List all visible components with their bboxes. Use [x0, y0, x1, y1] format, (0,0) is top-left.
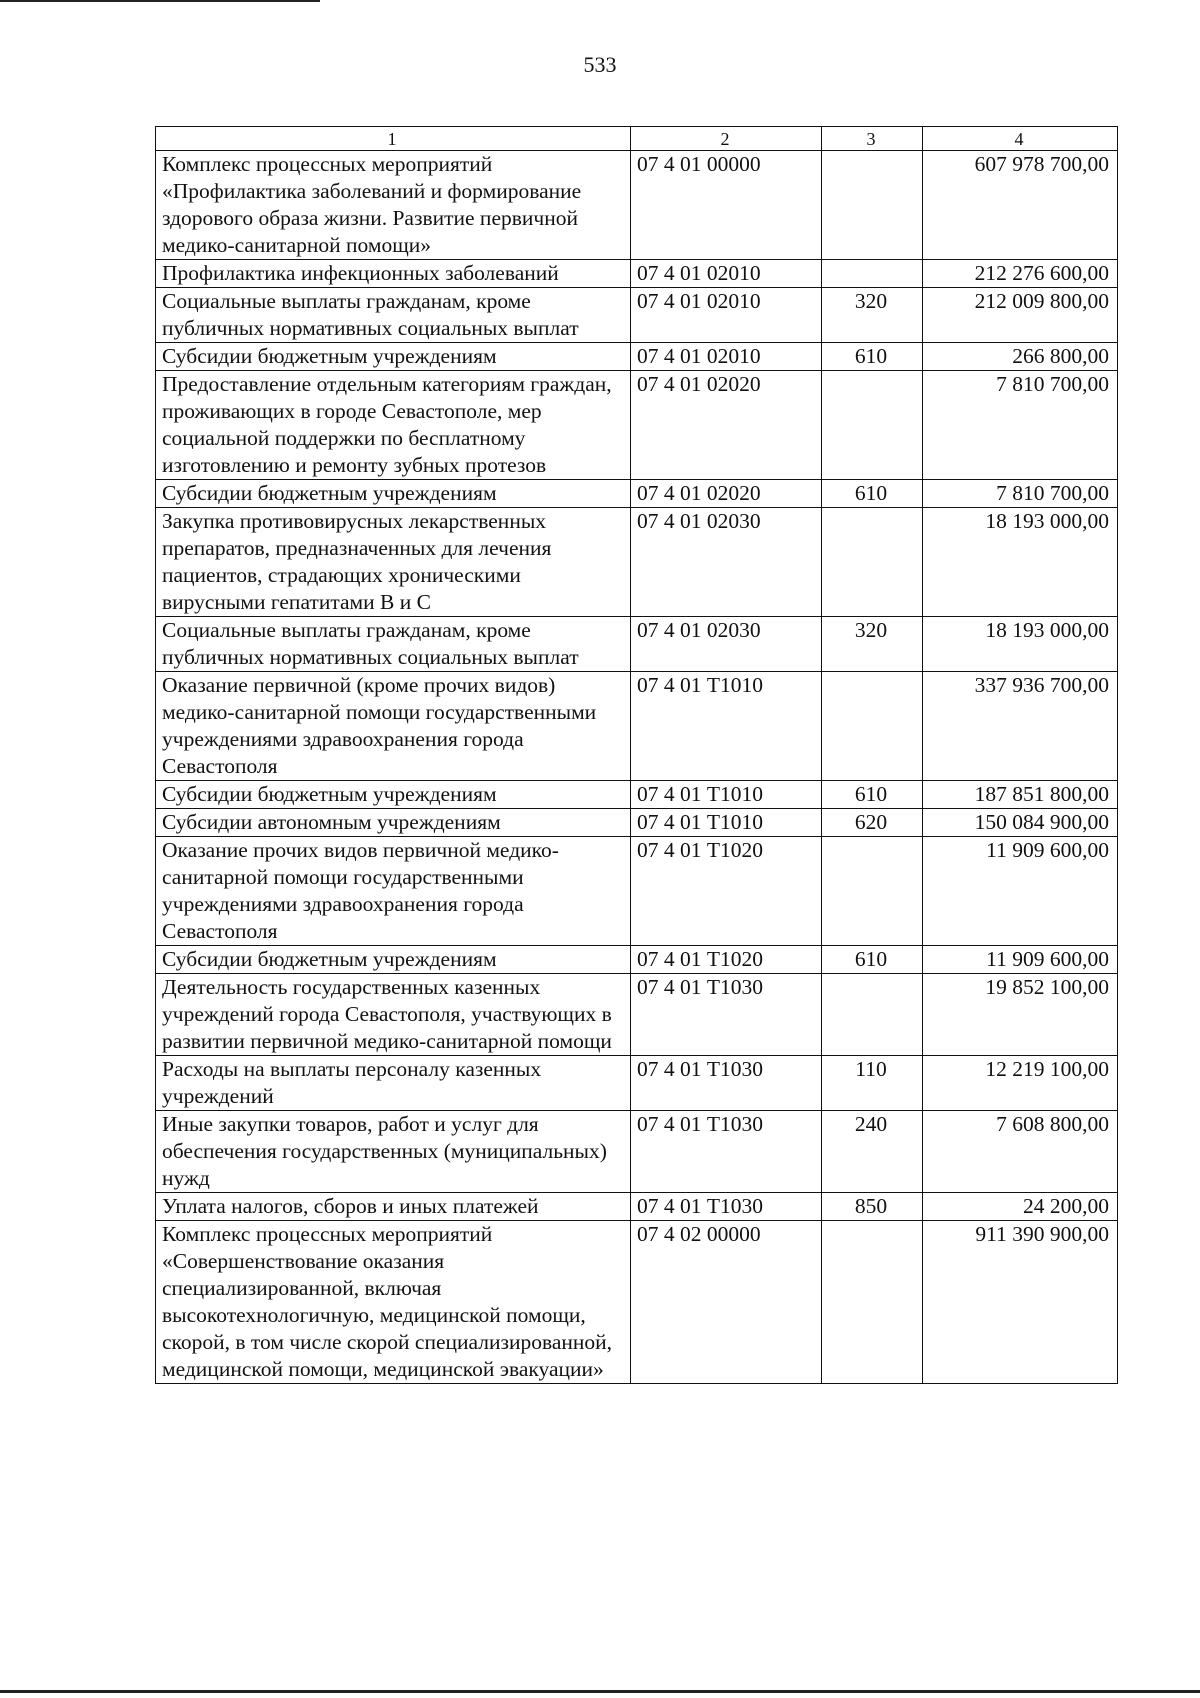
- row-amount: 24 200,00: [923, 1193, 1118, 1221]
- row-expense-type: 320: [822, 288, 923, 343]
- row-code: 07 4 01 02010: [631, 260, 822, 288]
- table-row: [156, 288, 1118, 343]
- row-code: 07 4 01 02030: [631, 617, 822, 672]
- row-code: 07 4 01 02030: [631, 508, 822, 617]
- row-expense-type: [822, 260, 923, 288]
- row-expense-type: [822, 151, 923, 260]
- row-code: 07 4 01 Т1030: [631, 1056, 822, 1111]
- row-amount: 18 193 000,00: [923, 508, 1118, 617]
- row-code: 07 4 01 02010: [631, 288, 822, 343]
- page-number: 533: [583, 52, 617, 77]
- header-col-4: 4: [923, 127, 1118, 151]
- row-amount: 266 800,00: [923, 343, 1118, 371]
- row-amount: 12 219 100,00: [923, 1056, 1118, 1111]
- row-amount: 911 390 900,00: [923, 1221, 1118, 1384]
- row-name: Субсидии бюджетным учреждениям: [156, 781, 631, 809]
- table-row: [156, 260, 1118, 288]
- row-amount: 19 852 100,00: [923, 974, 1118, 1056]
- row-amount: 607 978 700,00: [923, 151, 1118, 260]
- row-name: Комплекс процессных мероприятий «Совершенствование оказания специализированной, включая высокотехнологичную, медицинской помощи, скорой, в том числе скорой специализированной, медицинской помощи, медицинской эвакуации»: [156, 1221, 631, 1384]
- row-name: Оказание первичной (кроме прочих видов) медико-санитарной помощи государственными учреждениями здравоохранения города Севастополя: [156, 672, 631, 781]
- row-expense-type: [822, 371, 923, 480]
- row-amount: 11 909 600,00: [923, 946, 1118, 974]
- table-row: [156, 151, 1118, 260]
- row-code: 07 4 01 Т1030: [631, 1193, 822, 1221]
- table-row: [156, 508, 1118, 617]
- row-expense-type: 610: [822, 343, 923, 371]
- table-row: [156, 1056, 1118, 1111]
- row-name: Социальные выплаты гражданам, кроме публичных нормативных социальных выплат: [156, 617, 631, 672]
- table-row: [156, 809, 1118, 837]
- row-expense-type: [822, 508, 923, 617]
- row-name: Субсидии бюджетным учреждениям: [156, 946, 631, 974]
- row-expense-type: 610: [822, 480, 923, 508]
- table-row: [156, 974, 1118, 1056]
- table-row: [156, 672, 1118, 781]
- table-row: [156, 837, 1118, 946]
- row-code: 07 4 01 02020: [631, 480, 822, 508]
- row-code: 07 4 02 00000: [631, 1221, 822, 1384]
- table-row: [156, 1193, 1118, 1221]
- row-amount: 7 608 800,00: [923, 1111, 1118, 1193]
- row-expense-type: [822, 672, 923, 781]
- row-code: 07 4 01 02020: [631, 371, 822, 480]
- row-name: Расходы на выплаты персоналу казенных учреждений: [156, 1056, 631, 1111]
- row-code: 07 4 01 00000: [631, 151, 822, 260]
- row-code: 07 4 01 Т1010: [631, 672, 822, 781]
- row-expense-type: 620: [822, 809, 923, 837]
- row-code: 07 4 01 Т1020: [631, 837, 822, 946]
- row-code: 07 4 01 Т1010: [631, 809, 822, 837]
- header-row: [156, 127, 1118, 151]
- row-amount: 11 909 600,00: [923, 837, 1118, 946]
- row-name: Комплекс процессных мероприятий «Профилактика заболеваний и формирование здорового образа жизни. Развитие первичной медико-санитарной помощи»: [156, 151, 631, 260]
- header-col-2: 2: [631, 127, 822, 151]
- row-expense-type: 320: [822, 617, 923, 672]
- top-rule: [0, 0, 320, 2]
- row-code: 07 4 01 Т1030: [631, 974, 822, 1056]
- row-amount: 7 810 700,00: [923, 480, 1118, 508]
- row-amount: 150 084 900,00: [923, 809, 1118, 837]
- row-amount: 187 851 800,00: [923, 781, 1118, 809]
- row-code: 07 4 01 Т1010: [631, 781, 822, 809]
- table-body: [156, 151, 1118, 1384]
- row-name: Субсидии бюджетным учреждениям: [156, 343, 631, 371]
- row-expense-type: 850: [822, 1193, 923, 1221]
- row-name: Социальные выплаты гражданам, кроме публичных нормативных социальных выплат: [156, 288, 631, 343]
- row-name: Субсидии автономным учреждениям: [156, 809, 631, 837]
- row-expense-type: [822, 1221, 923, 1384]
- budget-table: [155, 126, 1118, 1384]
- row-name: Предоставление отдельным категориям граждан, проживающих в городе Севастополе, мер социальной поддержки по бесплатному изготовлению и ремонту зубных протезов: [156, 371, 631, 480]
- row-name: Оказание прочих видов первичной медико-санитарной помощи государственными учреждениями здравоохранения города Севастополя: [156, 837, 631, 946]
- table-row: [156, 781, 1118, 809]
- table-row: [156, 1111, 1118, 1193]
- table-row: [156, 946, 1118, 974]
- row-expense-type: 110: [822, 1056, 923, 1111]
- row-name: Деятельность государственных казенных учреждений города Севастополя, участвующих в развитии первичной медико-санитарной помощи: [156, 974, 631, 1056]
- table-row: [156, 343, 1118, 371]
- row-expense-type: [822, 974, 923, 1056]
- row-amount: 212 009 800,00: [923, 288, 1118, 343]
- row-expense-type: 610: [822, 781, 923, 809]
- row-expense-type: 240: [822, 1111, 923, 1193]
- row-code: 07 4 01 Т1030: [631, 1111, 822, 1193]
- row-expense-type: 610: [822, 946, 923, 974]
- row-name: Профилактика инфекционных заболеваний: [156, 260, 631, 288]
- table-row: [156, 617, 1118, 672]
- row-code: 07 4 01 Т1020: [631, 946, 822, 974]
- row-amount: 18 193 000,00: [923, 617, 1118, 672]
- table-row: [156, 480, 1118, 508]
- table-row: [156, 1221, 1118, 1384]
- table-row: [156, 371, 1118, 480]
- row-expense-type: [822, 837, 923, 946]
- bottom-rule: [0, 1690, 1200, 1693]
- row-amount: 212 276 600,00: [923, 260, 1118, 288]
- row-name: Иные закупки товаров, работ и услуг для обеспечения государственных (муниципальных) нужд: [156, 1111, 631, 1193]
- table-header: [156, 127, 1118, 151]
- row-code: 07 4 01 02010: [631, 343, 822, 371]
- row-name: Субсидии бюджетным учреждениям: [156, 480, 631, 508]
- row-amount: 7 810 700,00: [923, 371, 1118, 480]
- row-name: Уплата налогов, сборов и иных платежей: [156, 1193, 631, 1221]
- row-name: Закупка противовирусных лекарственных препаратов, предназначенных для лечения пациентов, страдающих хроническими вирусными гепатитами В и С: [156, 508, 631, 617]
- row-amount: 337 936 700,00: [923, 672, 1118, 781]
- header-col-3: 3: [822, 127, 923, 151]
- header-col-1: 1: [156, 127, 631, 151]
